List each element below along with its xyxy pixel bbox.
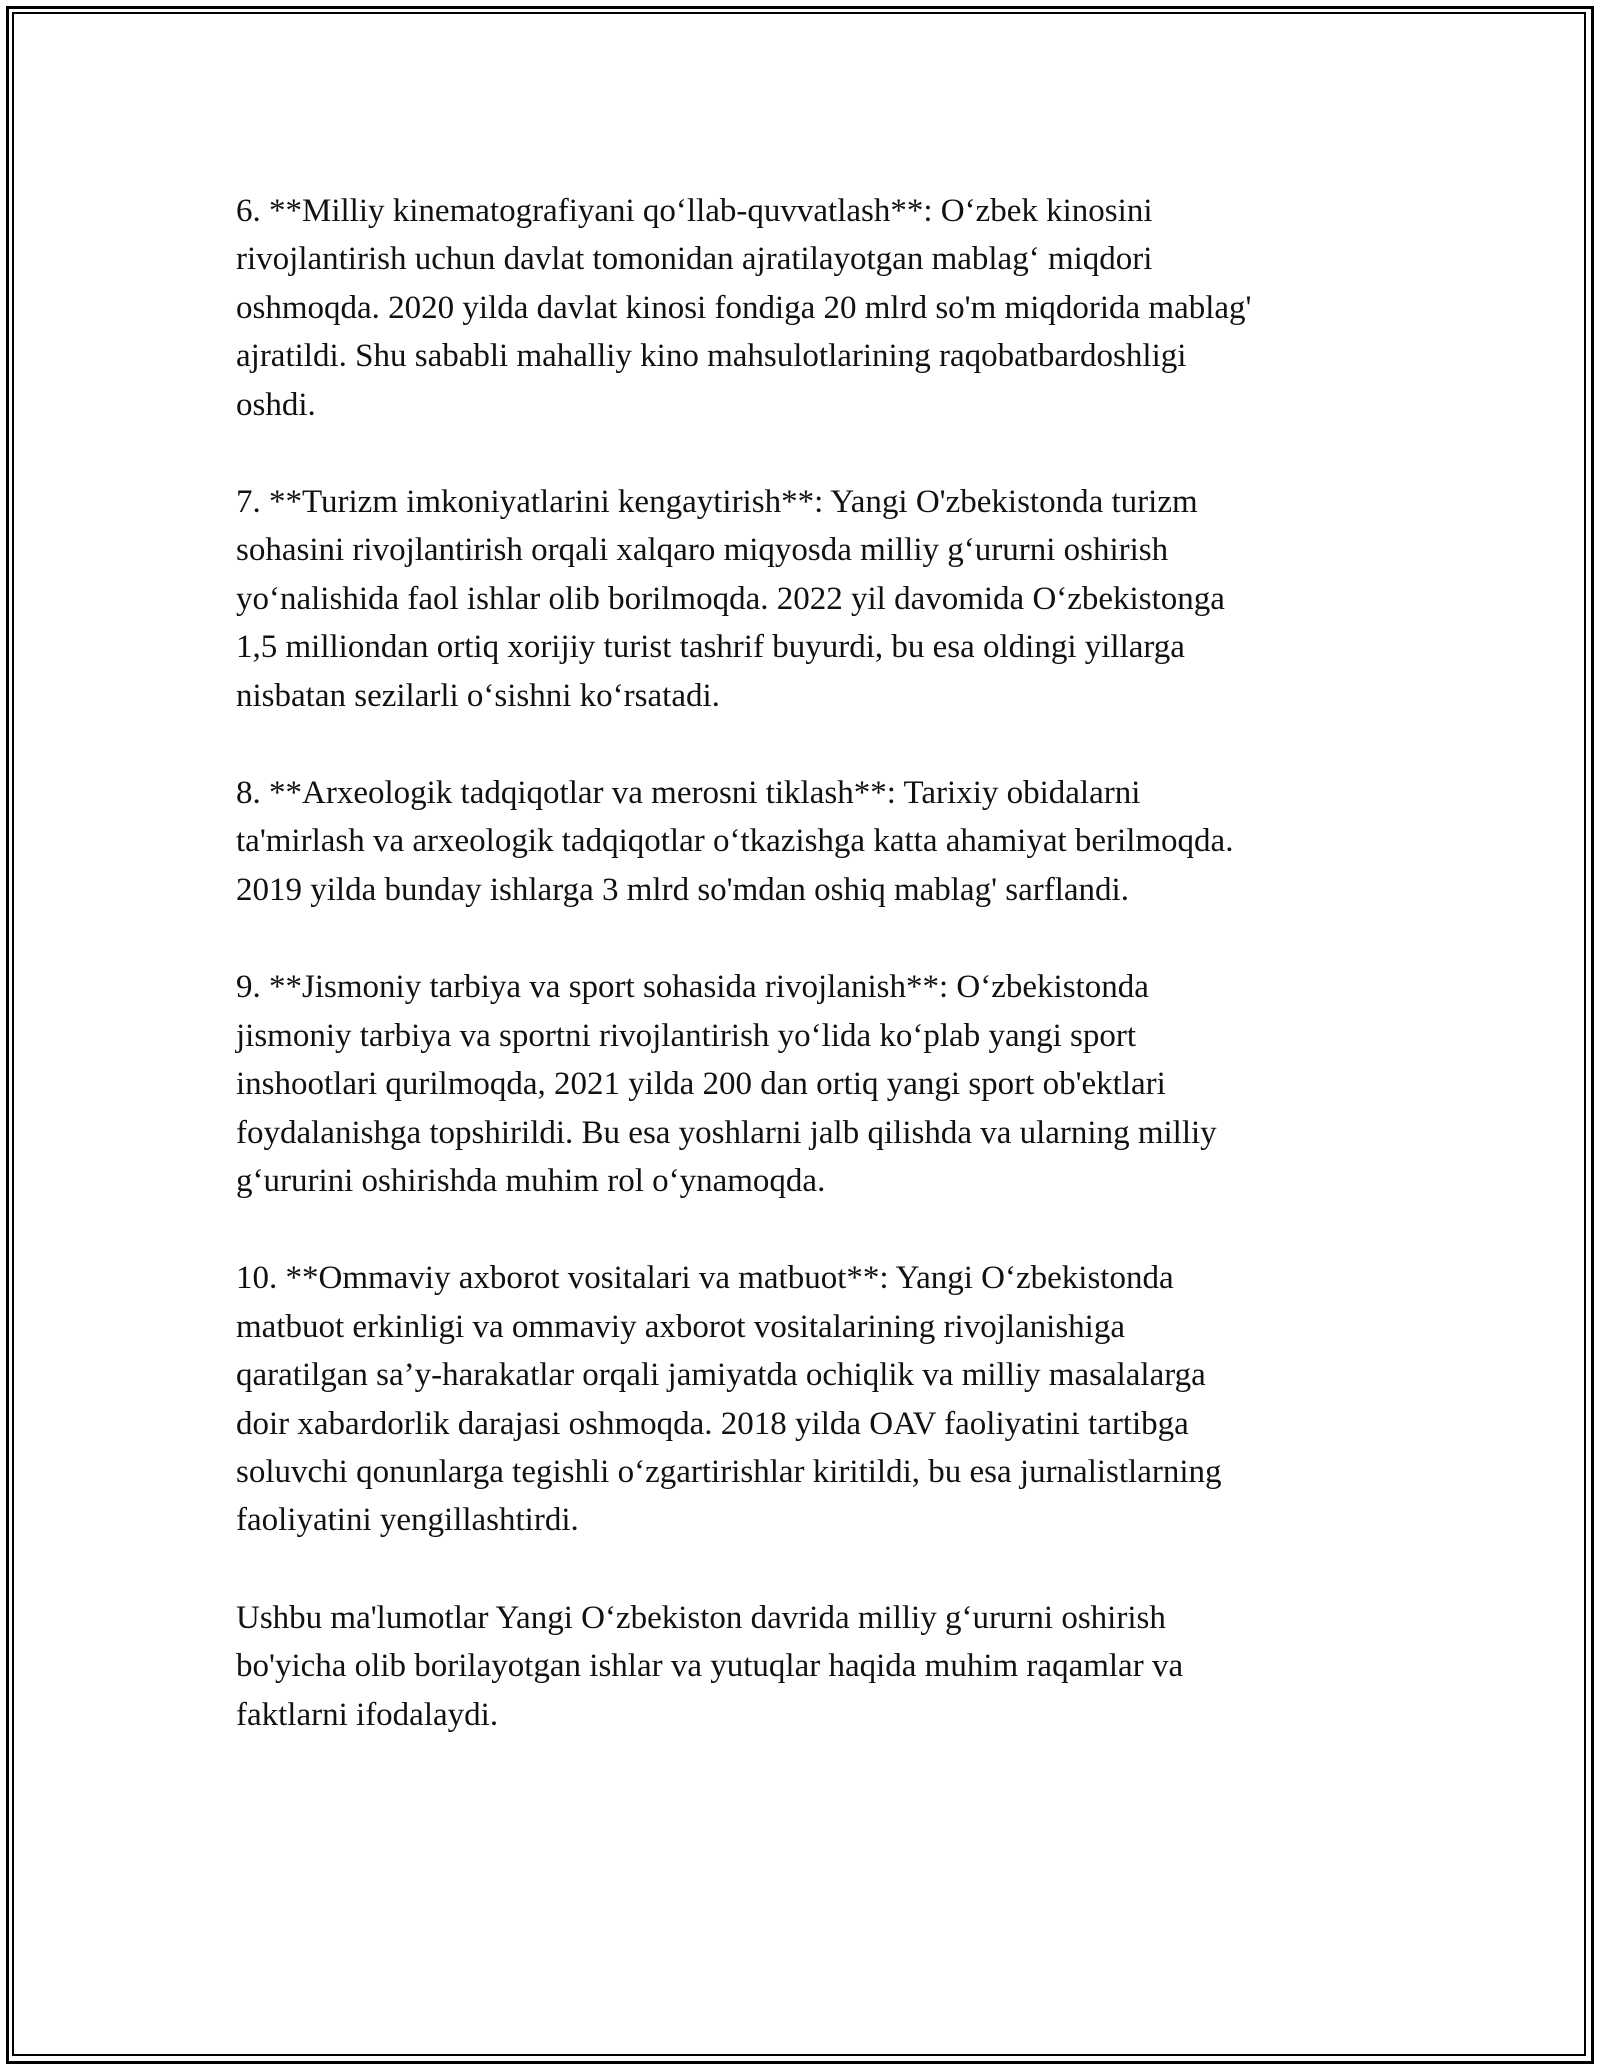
document-body (236, 187, 1366, 1788)
paragraph-item-6: 6. **Milliy kinematografiyani qo‘llab-quvvatlash**: O‘zbek kinosini rivojlantirish uchun davlat tomonidan ajratilayotgan mablag‘ miqdori oshmoqda. 2020 yilda davlat kinosi fondiga 20 mlrd so'm miqdorida mablag' ajratildi. Shu sababli mahalliy kino mahsulotlarining raqobatbardoshligi oshdi. (236, 193, 1252, 423)
paragraph-conclusion: Ushbu ma'lumotlar Yangi O‘zbekiston davrida milliy g‘ururni oshirish bo'yicha olib borilayotgan ishlar va yutuqlar haqida muhim raqamlar va faktlarni ifodalaydi. (236, 1599, 1184, 1733)
paragraph-item-9: 9. **Jismoniy tarbiya va sport sohasida rivojlanish**: O‘zbekistonda jismoniy tarbiya va sportni rivojlantirish yo‘lida ko‘plab yangi sport inshootlari qurilmoqda, 2021 yilda 200 dan ortiq yangi sport ob'ektlari foydalanishga topshirildi. Bu esa yoshlarni jalb qilishda va ularning milliy g‘ururini oshirishda muhim rol o‘ynamoqda. (236, 969, 1217, 1199)
paragraph-item-8: 8. **Arxeologik tadqiqotlar va merosni tiklash**: Tarixiy obidalarni ta'mirlash va arxeologik tadqiqotlar o‘tkazishga katta ahamiyat berilmoqda. 2019 yilda bunday ishlarga 3 mlrd so'mdan oshiq mablag' sarflandi. (236, 775, 1234, 908)
paragraph-item-7: 7. **Turizm imkoniyatlarini kengaytirish**: Yangi O'zbekistonda turizm sohasini rivojlantirish orqali xalqaro miqyosda milliy g‘ururni oshirish yo‘nalishida faol ishlar olib borilmoqda. 2022 yil davomida O‘zbekistonga 1,5 milliondan ortiq xorijiy turist tashrif buyurdi, bu esa oldingi yillarga nisbatan sezilarli o‘sishni ko‘rsatadi. (236, 484, 1225, 714)
paragraph-item-10: 10. **Ommaviy axborot vositalari va matbuot**: Yangi O‘zbekistonda matbuot erkinligi va ommaviy axborot vositalarining rivojlanishiga qaratilgan sa’y-harakatlar orqali jamiyatda ochiqlik va milliy masalalarga doir xabardorlik darajasi oshmoqda. 2018 yilda OAV faoliyatini tartibga soluvchi qonunlarga tegishli o‘zgartirishlar kiritildi, bu esa jurnalistlarning faoliyatini yengillashtirdi. (236, 1260, 1222, 1539)
